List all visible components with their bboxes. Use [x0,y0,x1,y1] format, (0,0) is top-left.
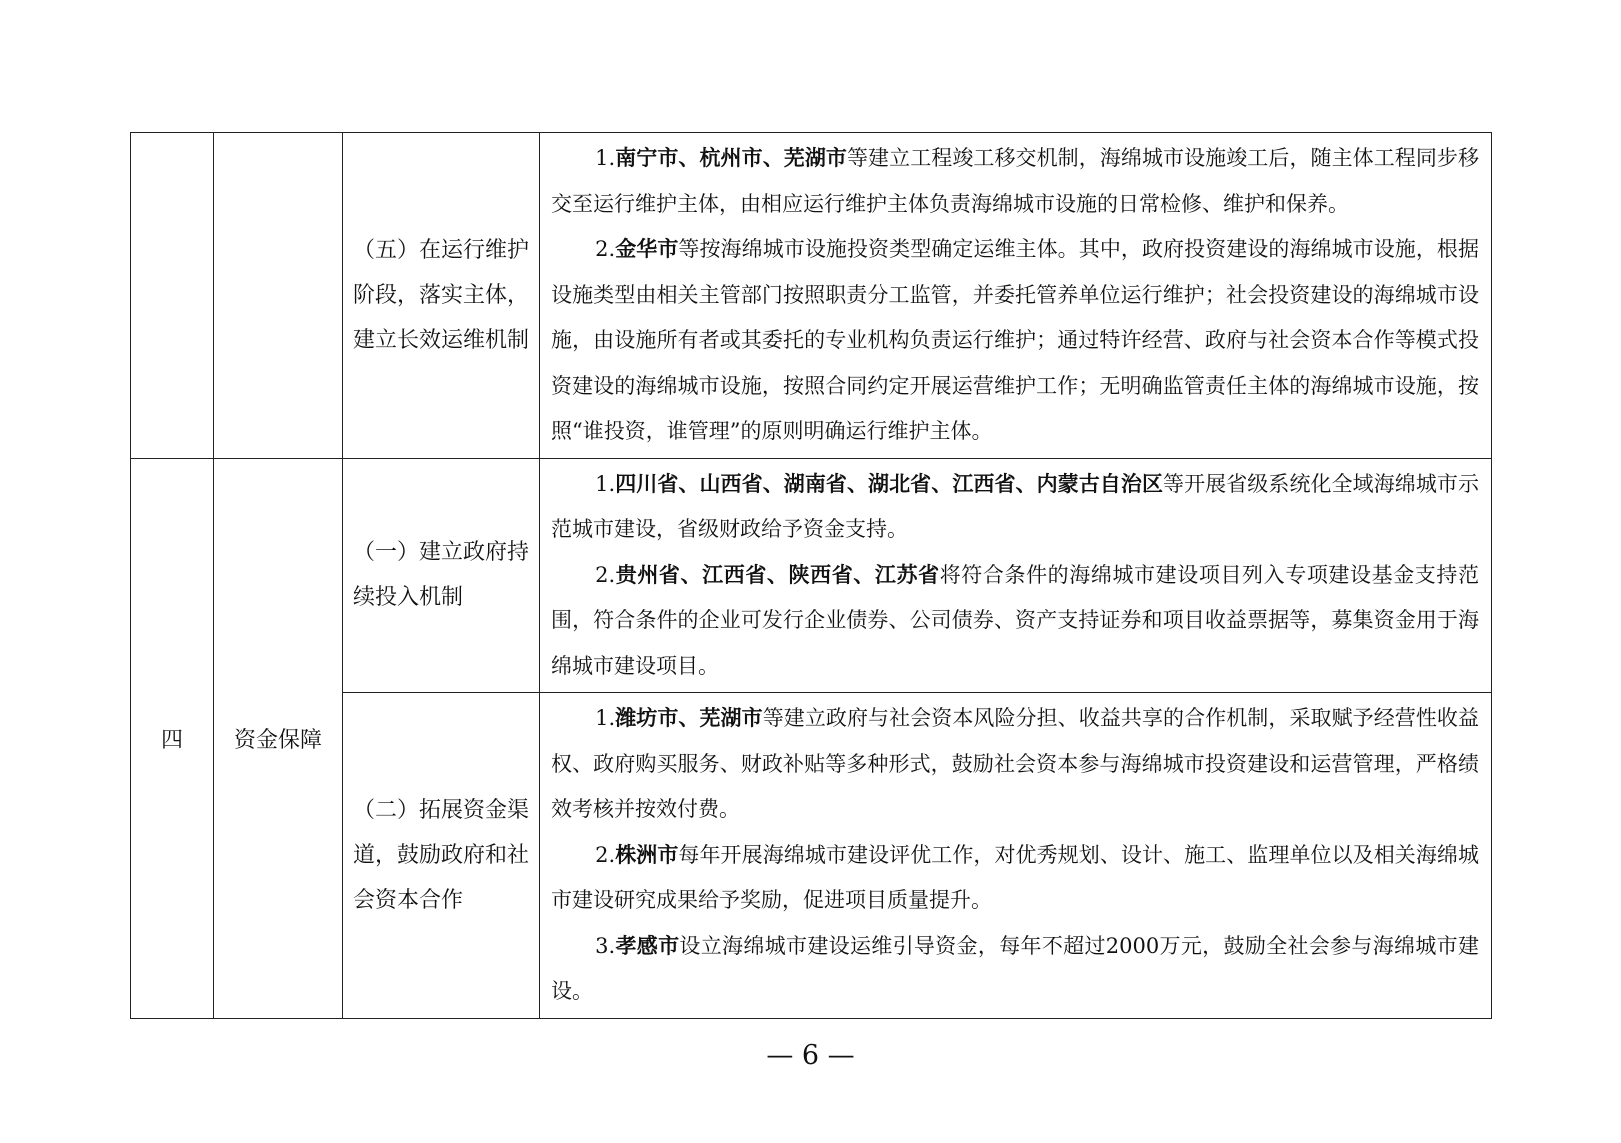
table-row [131,458,1492,693]
content-cell [540,458,1492,693]
content-paragraph: 2.贵州省、江西省、陕西省、江苏省将符合条件的海绵城市建设项目列入专项建设基金支持范围，符合条件的企业可发行企业债券、公司债券、资产支持证券和项目收益票据等，募集资金用于海绵城市建设项目。 [551,562,1480,678]
highlighted-places: 贵州省、江西省、陕西省、江苏省 [615,562,940,587]
subcategory-cell: （一）建立政府持续投入机制 [343,458,540,693]
content-paragraph: 1.潍坊市、芜湖市等建立政府与社会资本风险分担、收益共享的合作机制，采取赋予经营性收益权、政府购买服务、财政补贴等多种形式，鼓励社会资本参与海绵城市投资建设和运营管理，严格绩效考核并按效付费。 [551,706,1480,821]
highlighted-places: 四川省、山西省、湖南省、湖北省、江西省、内蒙古自治区 [615,471,1164,496]
subcategory-cell: （二）拓展资金渠道，鼓励政府和社会资本合作 [343,693,540,1019]
content-cell [540,693,1492,1019]
content-cell [540,133,1492,459]
subcategory-cell: （五）在运行维护阶段，落实主体，建立长效运维机制 [343,133,540,459]
measures-table [130,132,1492,1019]
content-paragraph: 1.南宁市、杭州市、芜湖市等建立工程竣工移交机制，海绵城市设施竣工后，随主体工程同步移交至运行维护主体，由相应运行维护主体负责海绵城市设施的日常检修、维护和保养。 [551,146,1480,216]
highlighted-places: 南宁市、杭州市、芜湖市 [615,146,847,170]
content-paragraph: 3.孝感市设立海绵城市建设运维引导资金，每年不超过2000万元，鼓励全社会参与海绵城市建设。 [551,933,1479,1003]
table-row [131,133,1492,459]
content-paragraph: 2.金华市等按海绵城市设施投资类型确定运维主体。其中，政府投资建设的海绵城市设施，根据设施类型由相关主管部门按照职责分工监管，并委托管养单位运行维护；社会投资建设的海绵城市设施，由设施所有者或其委托的专业机构负责运行维护；通过特许经营、政府与社会资本合作等模式投资建设的海绵城市设施，按照合同约定开展运营维护工作；无明确监管责任主体的海绵城市设施，按照“谁投资，谁管理”的原则明确运行维护主体。 [551,237,1479,443]
row-number-cell [131,133,214,459]
content-paragraph: 2.株洲市每年开展海绵城市建设评优工作，对优秀规划、设计、施工、监理单位以及相关海绵城市建设研究成果给予奖励，促进项目质量提升。 [551,842,1479,912]
highlighted-places: 金华市 [615,237,679,261]
highlighted-places: 孝感市 [615,933,680,958]
highlighted-places: 潍坊市、芜湖市 [615,706,763,730]
content-paragraph: 1.四川省、山西省、湖南省、湖北省、江西省、内蒙古自治区等开展省级系统化全域海绵城市示范城市建设，省级财政给予资金支持。 [551,471,1480,541]
category-cell: 资金保障 [214,458,343,1018]
page-number: — 6 — [766,1040,855,1071]
category-cell [214,133,343,459]
row-number-cell: 四 [131,458,214,1018]
highlighted-places: 株洲市 [615,842,679,867]
